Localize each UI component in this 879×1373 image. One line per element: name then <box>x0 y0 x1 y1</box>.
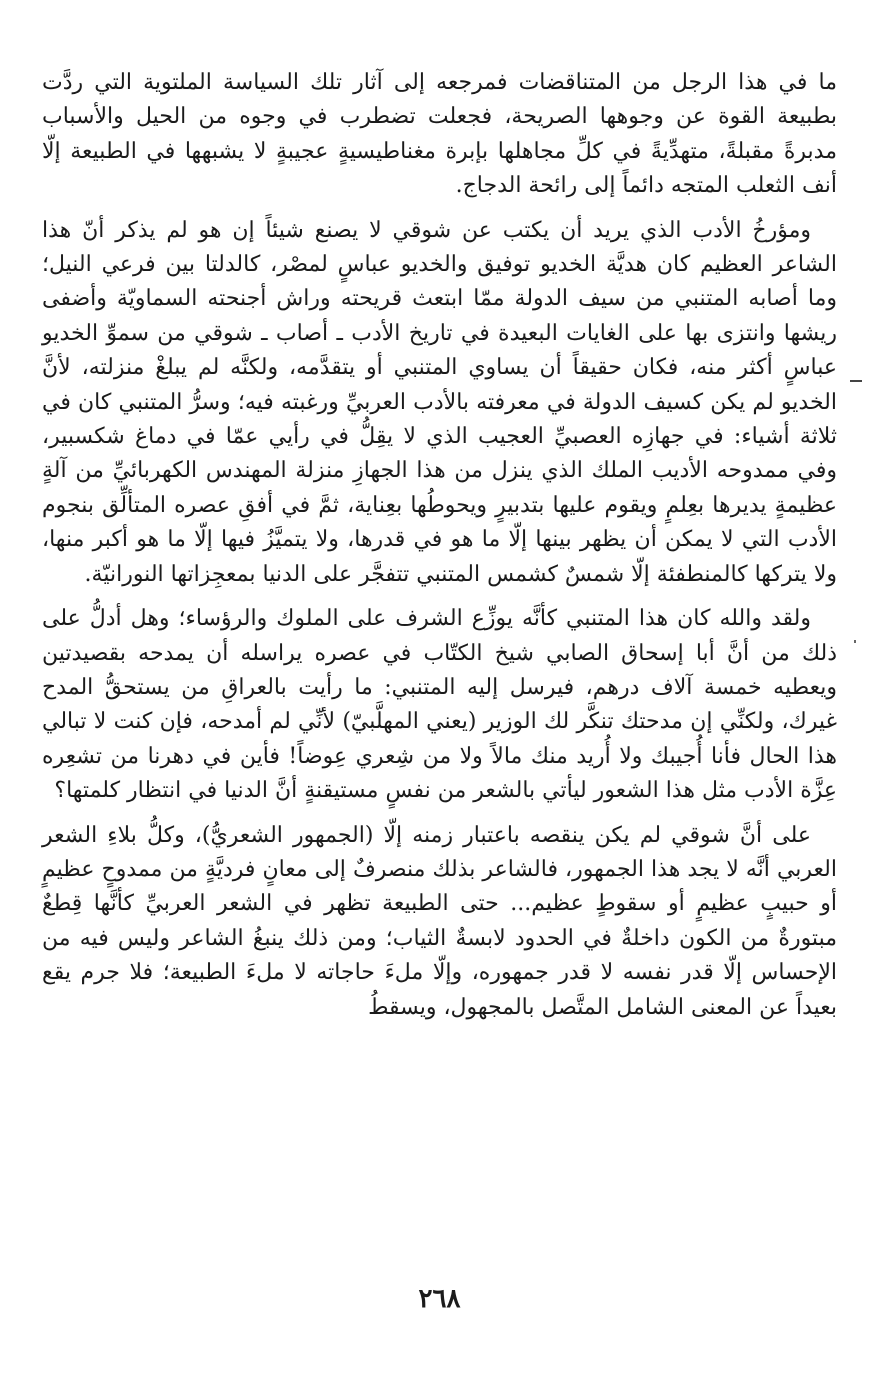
margin-dot <box>854 640 856 643</box>
paragraph-3: ولقد والله كان هذا المتنبي كأنَّه يوزِّع الشرف على الملوك والرؤساء؛ وهل أدلُّ على ذلك من أنَّ أبا إسحاق الصابي شيخ الكتّاب في عصره يراسله أن يمدحه بقصيدتين ويعطيه خمسة آلاف درهم، فيرسل إليه المتنبي: ما رأيت بالعراقِ من يستحقُّ المدح غيرك، ولكنِّي إن مدحتك تنكَّر لك الوزير (يعني المهلَّبيّ) لأنِّي لم أمدحه، فإن كنت لا تبالي هذا الحال فأنا أُجيبك ولا أُريد منك مالاً ولا من شِعري عِوضاً! فأين في دهرنا من تشعِره عِزَّة الأدب مثل هذا الشعور ليأتي بالشعر من نفسٍ مستيقنةٍ أنَّ الدنيا في انتظار كلمتها؟ <box>42 606 837 804</box>
paragraph-4: على أنَّ شوقي لم يكن ينقصه باعتبار زمنه إلّا (الجمهور الشعريُّ)، وكلُّ بلاءِ الشعر العربي أنَّه لا يجد هذا الجمهور، فالشاعر بذلك منصرفٌ إلى معانٍ فرديَّةٍ من ممدوحٍ عظيمٍ أو حبيبٍ عظيمٍ أو سقوطٍ عظيم... حتى الطبيعة تظهر في الشعر العربيِّ كأنَّها قِطعٌ مبتورةٌ من الكون داخلةٌ في الحدود لابسةٌ الثياب؛ ومن ذلك ينبغُ الشاعر وليس فيه من الإحساس إلّا قدر نفسه لا قدر جمهوره، وإلّا ملءَ حاجاته لا ملءَ الطبيعة؛ فلا جرم يقع بعيداً عن المعنى الشامل المتَّصل بالمجهول، ويسقطُ <box>42 822 837 1020</box>
body-text <box>42 66 837 1035</box>
paragraph-1: ما في هذا الرجل من المتناقضات فمرجعه إلى آثار تلك السياسة الملتوية التي ردَّت بطبيعة القوة عن وجوهها الصريحة، فجعلت تضطرب في وجوه من الحيل والأسباب مدبرةً مقبلةً، متهدِّيةً في كلِّ مجاهلها بإبرة مغناطيسيةٍ عجيبةٍ لا يشبهها في الطبيعة إلّا أنف الثعلب المتجه دائماً إلى رائحة الدجاج. <box>42 70 837 199</box>
margin-mark <box>850 380 862 382</box>
page-number: ٢٦٨ <box>418 1284 461 1314</box>
paragraph-2: ومؤرخُ الأدب الذي يريد أن يكتب عن شوقي لا يصنع شيئاً إن هو لم يذكر أنّ هذا الشاعر العظيم كان هديَّة الخديو توفيق والخديو عباسٍ لمصْر، كالدلتا بين فرعي النيل؛ وما أصابه المتنبي من سيف الدولة ممّا ابتعث قريحته وراش أجنحته السماويّة وأضفى ريشها وانتزى بها على الغايات البعيدة في تاريخ الأدب ـ أصاب ـ شوقي من سموِّ الخديو عباسٍ أكثر منه، فكان حقيقاً أن يساوي المتنبي أو يتقدَّمه، ولكنَّه لم يبلغْ منزلته، لأنَّ الخديو لم يكن كسيف الدولة في معرفته بالأدب العربيِّ ورغبته فيه؛ وسرُّ المتنبي كان في ثلاثة أشياء: في جهازِه العصبيِّ العجيب الذي لا يقِلُّ في رأيي عمّا في دماغ شكسبير، وفي ممدوحه الأديب الملك الذي ينزل من هذا الجهازِ منزلة المهندس الكهربائيِّ من آلةٍ عظيمةٍ يديرها بعِلمٍ ويقوم عليها بتدبيرٍ ويحوطُها بعِناية، ثمَّ في أفقِ عصره المتألِّق بنجوم الأدب التي لا يمكن أن يظهر بينها إلّا ما هو في قدرها، ولا يتميَّزُ فيها إلّا ما هو أكبر منها، ولا يتركها كالمنطفئة إلّا شمسٌ كشمس المتنبي تتفجَّر على الدنيا بمعجِزاتها النورانيّة. <box>42 217 837 587</box>
